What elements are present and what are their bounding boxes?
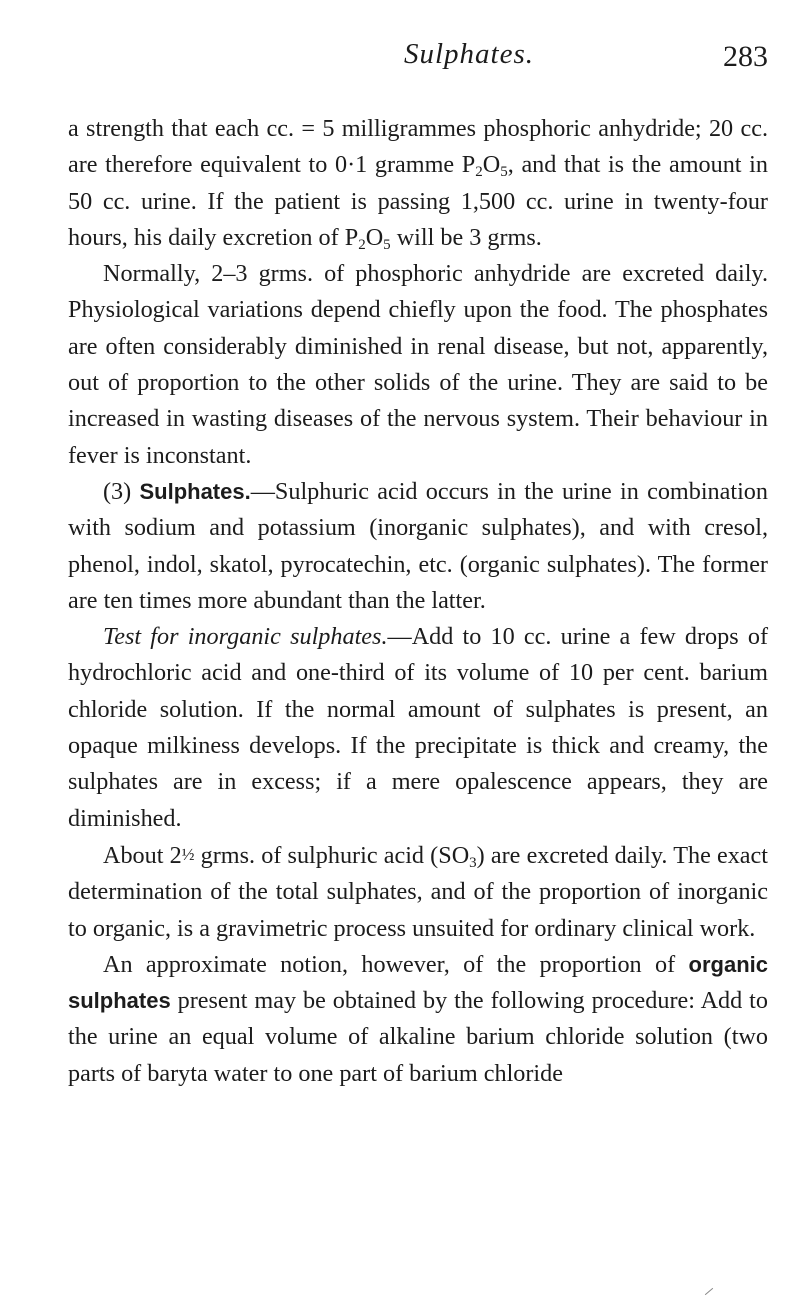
paragraph-3: (3) Sulphates.—Sulphuric acid occurs in the urine in combination with sodium and potassium (inorganic sulphates), and with cresol, phenol, indol, skatol, pyrocatechin, etc. (organic sulphates). The former are ten times more abundant than the latter. (68, 477, 768, 614)
page-header (68, 38, 768, 82)
page-mark (705, 1288, 713, 1295)
section-heading-sulphates: Sulphates. (139, 478, 251, 504)
running-title: Sulphates. (404, 38, 535, 70)
paragraph-6: An approximate notion, however, of the proportion of organic sulphates present may be obtained by the following procedure: Add to the urine an equal volume of alkaline barium chloride solution (two parts of baryta water to one part of barium chloride (68, 950, 768, 1087)
paragraph-4: Test for inorganic sulphates.—Add to 10 cc. urine a few drops of hydrochloric acid and one-third of its volume of 10 per cent. barium chloride solution. If the normal amount of sulphates is present, an opaque milkiness develops. If the precipitate is thick and creamy, the sulphates are in excess; if a mere opalescence appears, they are diminished. (68, 623, 768, 832)
organic-sulphates-heading: organic sulphates (68, 951, 768, 1014)
page-number: 283 (723, 40, 768, 73)
test-heading: Test for inorganic sulphates. (103, 623, 388, 651)
body-text (68, 111, 768, 1092)
paragraph-1: a strength that each cc. = 5 milligrammes phosphoric anhydride; 20 cc. are therefore equivalent to 0·1 gramme $P_2O_5$, and that is the amount in 50 cc. urine. If the patient is passing 1,500 cc. urine in twenty-four hours, his daily excretion of $P_2O_5$ will be 3 grms. (68, 115, 768, 253)
paragraph-2: Normally, 2–3 grms. of phosphoric anhydride are excreted daily. Physiological variations depend chiefly upon the food. The phosphates are often considerably diminished in renal disease, but not, apparently, out of proportion to the other solids of the urine. They are said to be increased in wasting diseases of the nervous system. Their behaviour in fever is inconstant. (68, 260, 768, 469)
paragraph-5: About 2½ grms. of sulphuric acid $(SO_3)$ are excreted daily. The exact determination of the total sulphates, and of the proportion of inorganic to organic, is a gravimetric process unsuited for ordinary clinical work. (68, 841, 768, 942)
